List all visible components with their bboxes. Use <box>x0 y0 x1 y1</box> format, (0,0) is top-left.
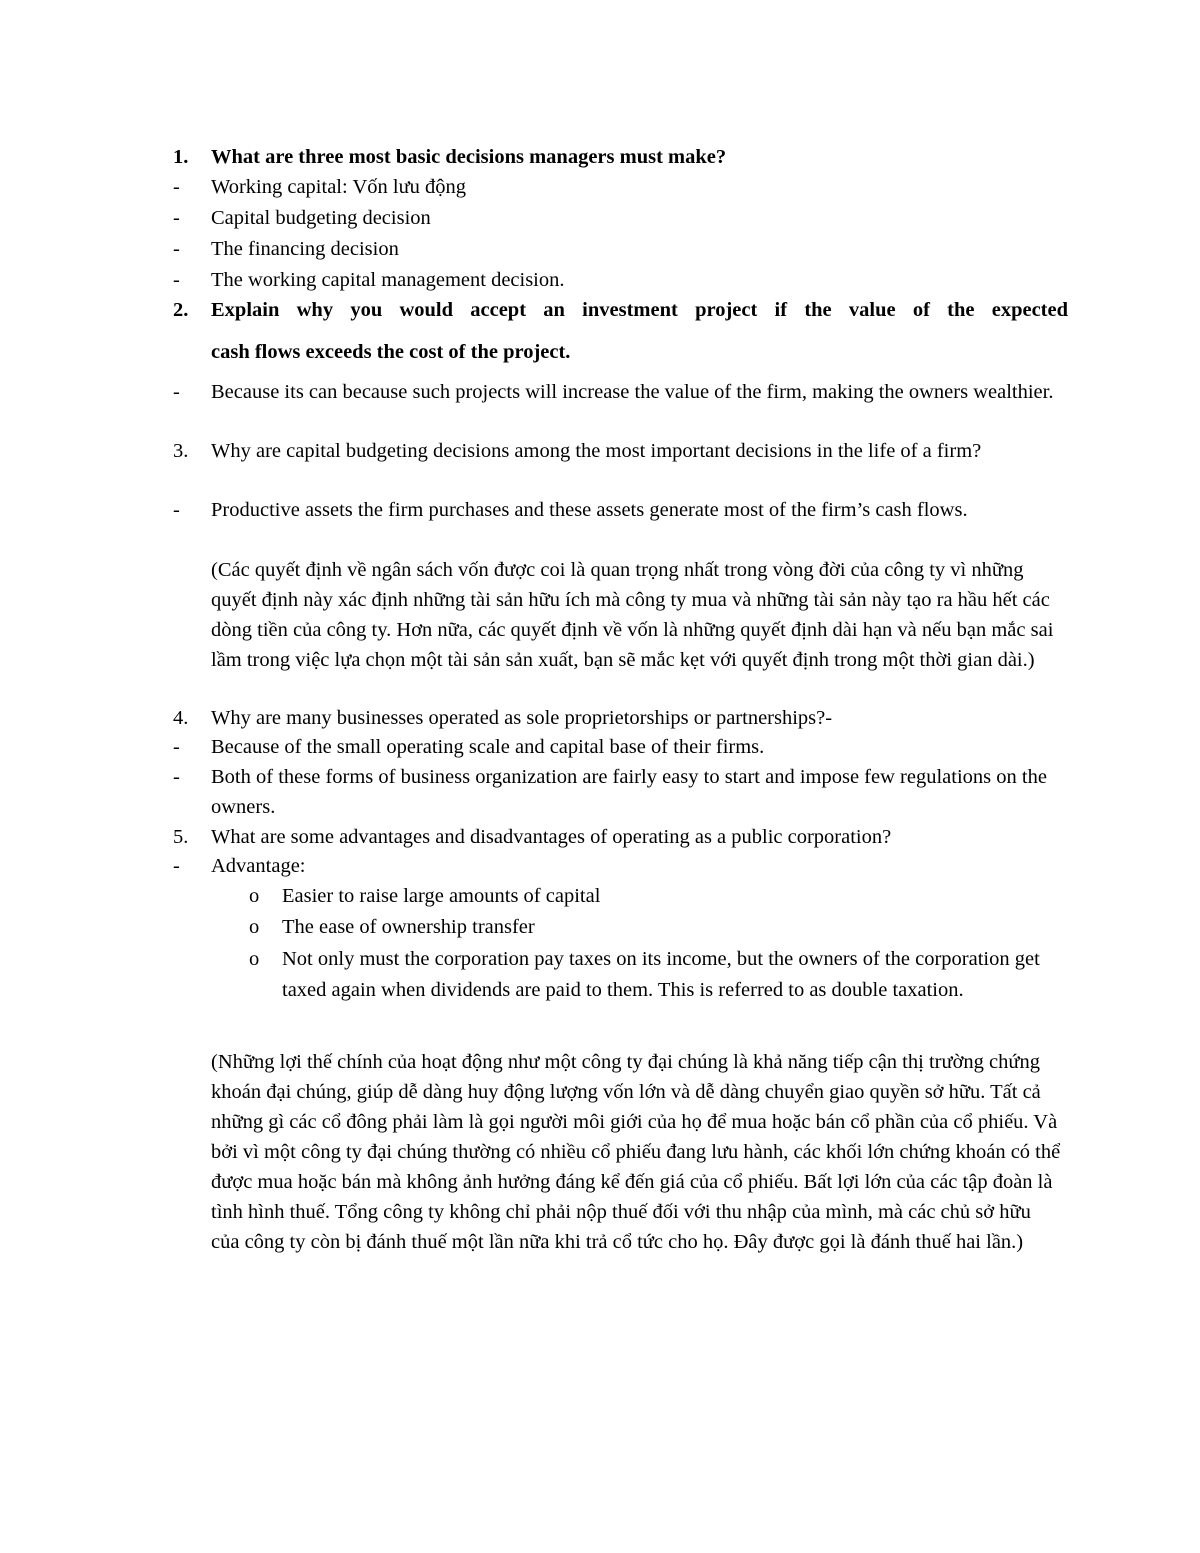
dash-marker: - <box>173 499 180 521</box>
dash-marker: - <box>173 855 180 877</box>
dash-marker: - <box>173 736 180 758</box>
dash-marker: - <box>173 766 180 788</box>
answer-text: The financing decision <box>211 238 399 260</box>
translation-note <box>211 1047 1061 1257</box>
question-number: 3. <box>173 440 189 462</box>
note-text: (Những lợi thế chính của hoạt động như một công ty đại chúng là khả năng tiếp cận thị trường chứng khoán đại chúng, giúp dễ dàng huy động lượng vốn lớn và dễ dàng chuyển giao quyền sở hữu. Tất cả những gì các cổ đông phải làm là gọi người môi giới của họ để mua hoặc bán cổ phần của cổ phiếu. Và bởi vì một công ty đại chúng thường có nhiều cổ phiếu đang lưu hành, các khối lớn chứng khoán có thể được mua hoặc bán mà không ảnh hưởng đáng kể đến giá của cổ phiếu. Bất lợi lớn của các tập đoàn là tình hình thuế. Tổng công ty không chỉ phải nộp thuế đối với thu nhập của mình, mà các chủ sở hữu của công ty còn bị đánh thuế một lần nữa khi trả cổ tức cho họ. Đây được gọi là đánh thuế hai lần.) <box>211 1051 1061 1253</box>
dash-marker: - <box>173 381 180 403</box>
sub-item-text: Not only must the corporation pay taxes on its income, but the owners of the corporation get taxed again when dividends are paid to them. This is referred to as double taxation. <box>282 948 1040 1001</box>
question-number: 1. <box>173 146 189 168</box>
sub-item-text: The ease of ownership transfer <box>282 916 535 938</box>
question-number: 5. <box>173 826 189 848</box>
answer-text: Productive assets the firm purchases and these assets generate most of the firm’s cash flows. <box>211 499 968 521</box>
answer-text: Because its can because such projects will increase the value of the firm, making the owners wealthier. <box>211 381 1054 403</box>
dash-marker: - <box>173 269 180 291</box>
answer-text: Both of these forms of business organization are fairly easy to start and impose few regulations on the owners. <box>211 766 1047 818</box>
advantage-label: Advantage: <box>211 855 306 877</box>
answer-text: Because of the small operating scale and capital base of their firms. <box>211 736 765 758</box>
question-number: 2. <box>173 299 189 321</box>
dash-marker: - <box>173 238 180 260</box>
bullet-marker: o <box>249 916 260 938</box>
question-number: 4. <box>173 707 189 729</box>
dash-marker: - <box>173 207 180 229</box>
question-text: Why are capital budgeting decisions among the most important decisions in the life of a firm? <box>211 440 982 462</box>
question-text: What are some advantages and disadvantages of operating as a public corporation? <box>211 826 892 848</box>
note-text: (Các quyết định về ngân sách vốn được coi là quan trọng nhất trong vòng đời của công ty vì những quyết định này xác định những tài sản hữu ích mà công ty mua và những tài sản này tạo ra hầu hết các dòng tiền của công ty. Hơn nữa, các quyết định về vốn là những quyết định dài hạn và nếu bạn mắc sai lầm trong việc lựa chọn một tài sản sản xuất, bạn sẽ mắc kẹt với quyết định trong một thời gian dài.) <box>211 559 1054 671</box>
question-text-line-2: cash flows exceeds the cost of the project. <box>211 341 571 363</box>
question-text: What are three most basic decisions managers must make? <box>211 146 727 168</box>
answer-text: Capital budgeting decision <box>211 207 431 229</box>
bullet-marker: o <box>249 948 260 970</box>
answer-text: Working capital: Vốn lưu động <box>211 176 467 198</box>
answer-text: The working capital management decision. <box>211 269 565 291</box>
question-text: Why are many businesses operated as sole proprietorships or partnerships?- <box>211 707 833 729</box>
sub-item-text: Easier to raise large amounts of capital <box>282 885 601 907</box>
question-text-line-1: Explain why you would accept an investment project if the value of the expected <box>211 299 1068 321</box>
bullet-marker: o <box>249 885 260 907</box>
dash-marker: - <box>173 176 180 198</box>
